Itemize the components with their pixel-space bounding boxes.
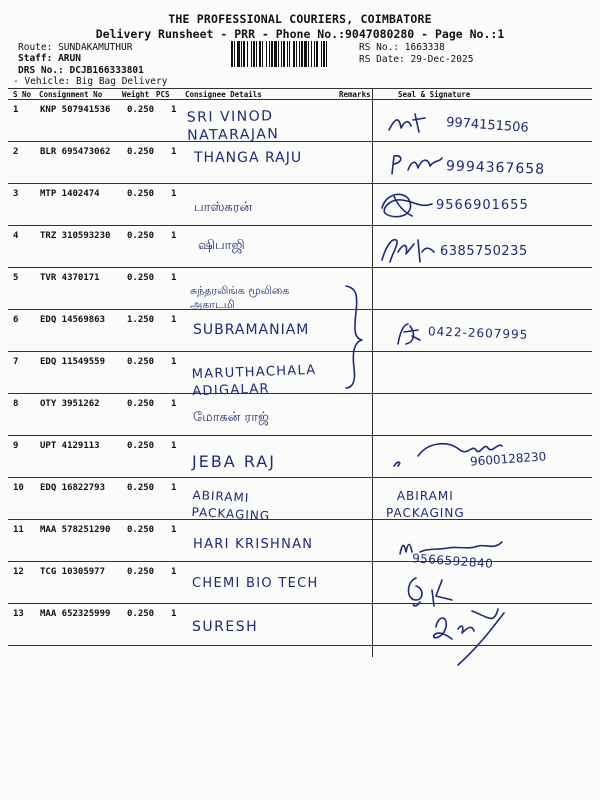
row-consignment-no: EDQ 14569863	[40, 315, 106, 325]
row-consignment-no: KNP 507941536	[40, 105, 111, 115]
consignee-handwriting-9: JEBA RAJ	[192, 452, 276, 471]
row-weight: 0.250	[127, 189, 155, 199]
barcode-bar	[266, 41, 267, 67]
consignee-handwriting-8: மோகன் ராஜ்	[193, 410, 269, 425]
signature-scribble-6	[394, 318, 424, 348]
table-row-rule	[8, 603, 592, 604]
row-weight: 0.250	[127, 609, 155, 619]
row-consignment-no: EDQ 16822793	[40, 483, 106, 493]
signature-stamp-10: ABIRAMI PACKAGING	[386, 489, 465, 520]
barcode-bar	[241, 41, 242, 67]
barcode-bar	[231, 41, 233, 67]
consignee-handwriting-13: SURESH	[192, 619, 259, 635]
signature-phone-2: 9994367658	[445, 158, 546, 178]
row-pcs: 1	[171, 609, 177, 619]
row-consignment-no: TVR 4370171	[40, 273, 100, 283]
rs-date-value: 29-Dec-2025	[410, 54, 474, 65]
consignee-handwriting-10: ABIRAMI PACKAGING	[191, 487, 271, 524]
barcode-bar	[289, 41, 290, 67]
table-row-rule	[8, 267, 592, 268]
col-header-consignment: Consignment No	[39, 90, 103, 99]
row-pcs: 1	[171, 525, 177, 535]
barcode-bar	[314, 41, 315, 67]
row-pcs: 1	[171, 441, 177, 451]
consignee-handwriting-1: SRI VINOD NATARAJAN	[186, 108, 280, 144]
row-sno: 10	[13, 483, 24, 493]
row-pcs: 1	[171, 567, 177, 577]
row-consignment-no: UPT 4129113	[40, 441, 100, 451]
barcode-image	[231, 41, 356, 67]
signature-scribble-13	[428, 605, 508, 671]
table-top-rule	[8, 88, 592, 89]
col-header-pcs: PCS	[156, 90, 170, 99]
row-consignment-no: MAA 578251290	[40, 525, 111, 535]
consignee-handwriting-7: MARUTHACHALA ADIGALAR	[191, 362, 317, 400]
signature-phone-11: 9566592840	[411, 551, 494, 571]
barcode-bar	[311, 41, 312, 67]
row-sno: 4	[13, 231, 19, 241]
signature-scribble-2	[388, 150, 448, 180]
row-consignment-no: EDQ 11549559	[40, 357, 106, 367]
row-sno: 8	[13, 399, 19, 409]
barcode-bar	[321, 41, 322, 67]
route-info	[18, 42, 132, 53]
table-row-rule	[8, 519, 592, 520]
remarks-bracket-mark	[340, 282, 370, 392]
row-weight: 0.250	[127, 399, 155, 409]
drs-label: DRS No.:	[18, 65, 64, 76]
table-row-rule	[8, 561, 592, 562]
consignee-handwriting-11: HARI KRISHNAN	[193, 537, 314, 552]
vehicle-info	[13, 76, 167, 87]
col-header-weight: Weight	[122, 90, 150, 99]
barcode-bar	[253, 41, 255, 67]
drs-info	[18, 65, 144, 76]
col-header-remarks: Remarks	[339, 90, 371, 99]
route-value: SUNDAKAMUTHUR	[58, 42, 133, 53]
row-consignment-no: TRZ 310593230	[40, 231, 111, 241]
barcode-bar	[262, 41, 263, 67]
barcode-bar	[299, 41, 300, 67]
row-sno: 2	[13, 147, 19, 157]
barcode-bar	[234, 41, 235, 67]
row-sno: 5	[13, 273, 19, 283]
row-sno: 1	[13, 105, 19, 115]
barcode-bar	[251, 41, 252, 67]
rs-number-value: 1663338	[404, 42, 445, 53]
vehicle-label: - Vehicle:	[13, 76, 71, 87]
row-weight: 0.250	[127, 105, 155, 115]
barcode-bar	[301, 41, 303, 67]
barcode-bar	[274, 41, 277, 67]
vehicle-value: Big Bag Delivery	[75, 76, 168, 87]
rs-date	[359, 54, 473, 65]
row-weight: 1.250	[127, 315, 155, 325]
signature-phone-4: 6385750235	[440, 244, 528, 259]
row-weight: 0.250	[127, 483, 155, 493]
row-sno: 9	[13, 441, 19, 451]
row-weight: 0.250	[127, 147, 155, 157]
row-consignment-no: BLR 695473062	[40, 147, 111, 157]
row-pcs: 1	[171, 231, 177, 241]
rs-number	[359, 42, 445, 53]
barcode-bar	[237, 41, 240, 67]
barcode-bar	[323, 41, 325, 67]
signature-phone-3: 9566901655	[436, 198, 529, 213]
barcode-bar	[247, 41, 248, 67]
signature-scribble-3	[376, 188, 438, 224]
row-consignment-no: MAA 652325999	[40, 609, 111, 619]
consignee-handwriting-3: பாஸ்கரன்	[194, 200, 253, 215]
barcode-bar	[316, 41, 318, 67]
row-weight: 0.250	[127, 273, 155, 283]
row-pcs: 1	[171, 399, 177, 409]
barcode-bar	[293, 41, 295, 67]
row-consignment-no: OTY 3951262	[40, 399, 100, 409]
route-label: Route:	[18, 42, 53, 53]
table-row-rule	[8, 225, 592, 226]
signature-scribble-1	[385, 110, 445, 138]
company-title: THE PROFESSIONAL COURIERS, COIMBATORE	[168, 12, 432, 26]
table-row-rule	[8, 141, 592, 142]
consignee-handwriting-4: ஷிபாஜி	[198, 238, 245, 253]
table-row-rule	[8, 309, 592, 310]
signature-phone-9: 9600128230	[469, 449, 547, 469]
row-pcs: 1	[171, 147, 177, 157]
row-sno: 12	[13, 567, 24, 577]
consignee-handwriting-6: SUBRAMANIAM	[193, 322, 310, 338]
consignee-handwriting-12: CHEMI BIO TECH	[192, 576, 319, 591]
row-sno: 11	[13, 525, 24, 535]
signature-scribble-4	[378, 232, 438, 268]
consignee-handwriting-2: THANGA RAJU	[194, 150, 303, 166]
row-sno: 6	[13, 315, 19, 325]
barcode-bar	[259, 41, 261, 67]
signature-phone-1: 9974151506	[445, 115, 530, 136]
table-row-rule	[8, 351, 592, 352]
barcode-bar	[256, 41, 257, 67]
barcode-bar	[269, 41, 270, 67]
col-header-sno: S No	[13, 90, 32, 99]
row-pcs: 1	[171, 357, 177, 367]
drs-value: DCJB166333801	[69, 65, 144, 76]
row-weight: 0.250	[127, 525, 155, 535]
row-weight: 0.250	[127, 357, 155, 367]
signature-scribble-12	[402, 570, 462, 610]
remarks-column-rule	[372, 88, 373, 657]
barcode-bar	[243, 41, 245, 67]
barcode-bar	[281, 41, 282, 67]
row-weight: 0.250	[127, 231, 155, 241]
barcode-bar	[287, 41, 288, 67]
consignee-handwriting-5: சுந்தரலிங்க மூலிகை அகாடமி	[190, 284, 290, 311]
barcode-bar	[326, 41, 327, 67]
table-row-rule	[8, 477, 592, 478]
table-header-rule	[8, 99, 592, 100]
row-pcs: 1	[171, 273, 177, 283]
barcode-bar	[308, 41, 309, 67]
staff-label: Staff:	[18, 53, 53, 64]
signature-phone-6: 0422-2607995	[427, 324, 529, 342]
barcode-bar	[278, 41, 279, 67]
row-consignment-no: MTP 1402474	[40, 189, 100, 199]
col-header-seal: Seal & Signature	[398, 90, 471, 99]
row-pcs: 1	[171, 315, 177, 325]
table-row-rule	[8, 183, 592, 184]
row-sno: 7	[13, 357, 19, 367]
row-sno: 13	[13, 609, 24, 619]
staff-info	[18, 53, 81, 64]
barcode-bar	[296, 41, 297, 67]
rs-date-label: RS Date:	[359, 54, 405, 65]
row-weight: 0.250	[127, 567, 155, 577]
col-header-consignee: Consignee Details	[185, 90, 262, 99]
rs-number-label: RS No.:	[359, 42, 400, 53]
row-pcs: 1	[171, 189, 177, 199]
row-consignment-no: TCG 10305977	[40, 567, 106, 577]
barcode-bar	[271, 41, 273, 67]
barcode-bar	[304, 41, 307, 67]
row-pcs: 1	[171, 483, 177, 493]
runsheet-subtitle: Delivery Runsheet - PRR - Phone No.:9047080280 - Page No.:1	[95, 27, 505, 41]
barcode-bar	[283, 41, 285, 67]
row-weight: 0.250	[127, 441, 155, 451]
row-pcs: 1	[171, 105, 177, 115]
staff-value: ARUN	[58, 53, 81, 64]
row-sno: 3	[13, 189, 19, 199]
